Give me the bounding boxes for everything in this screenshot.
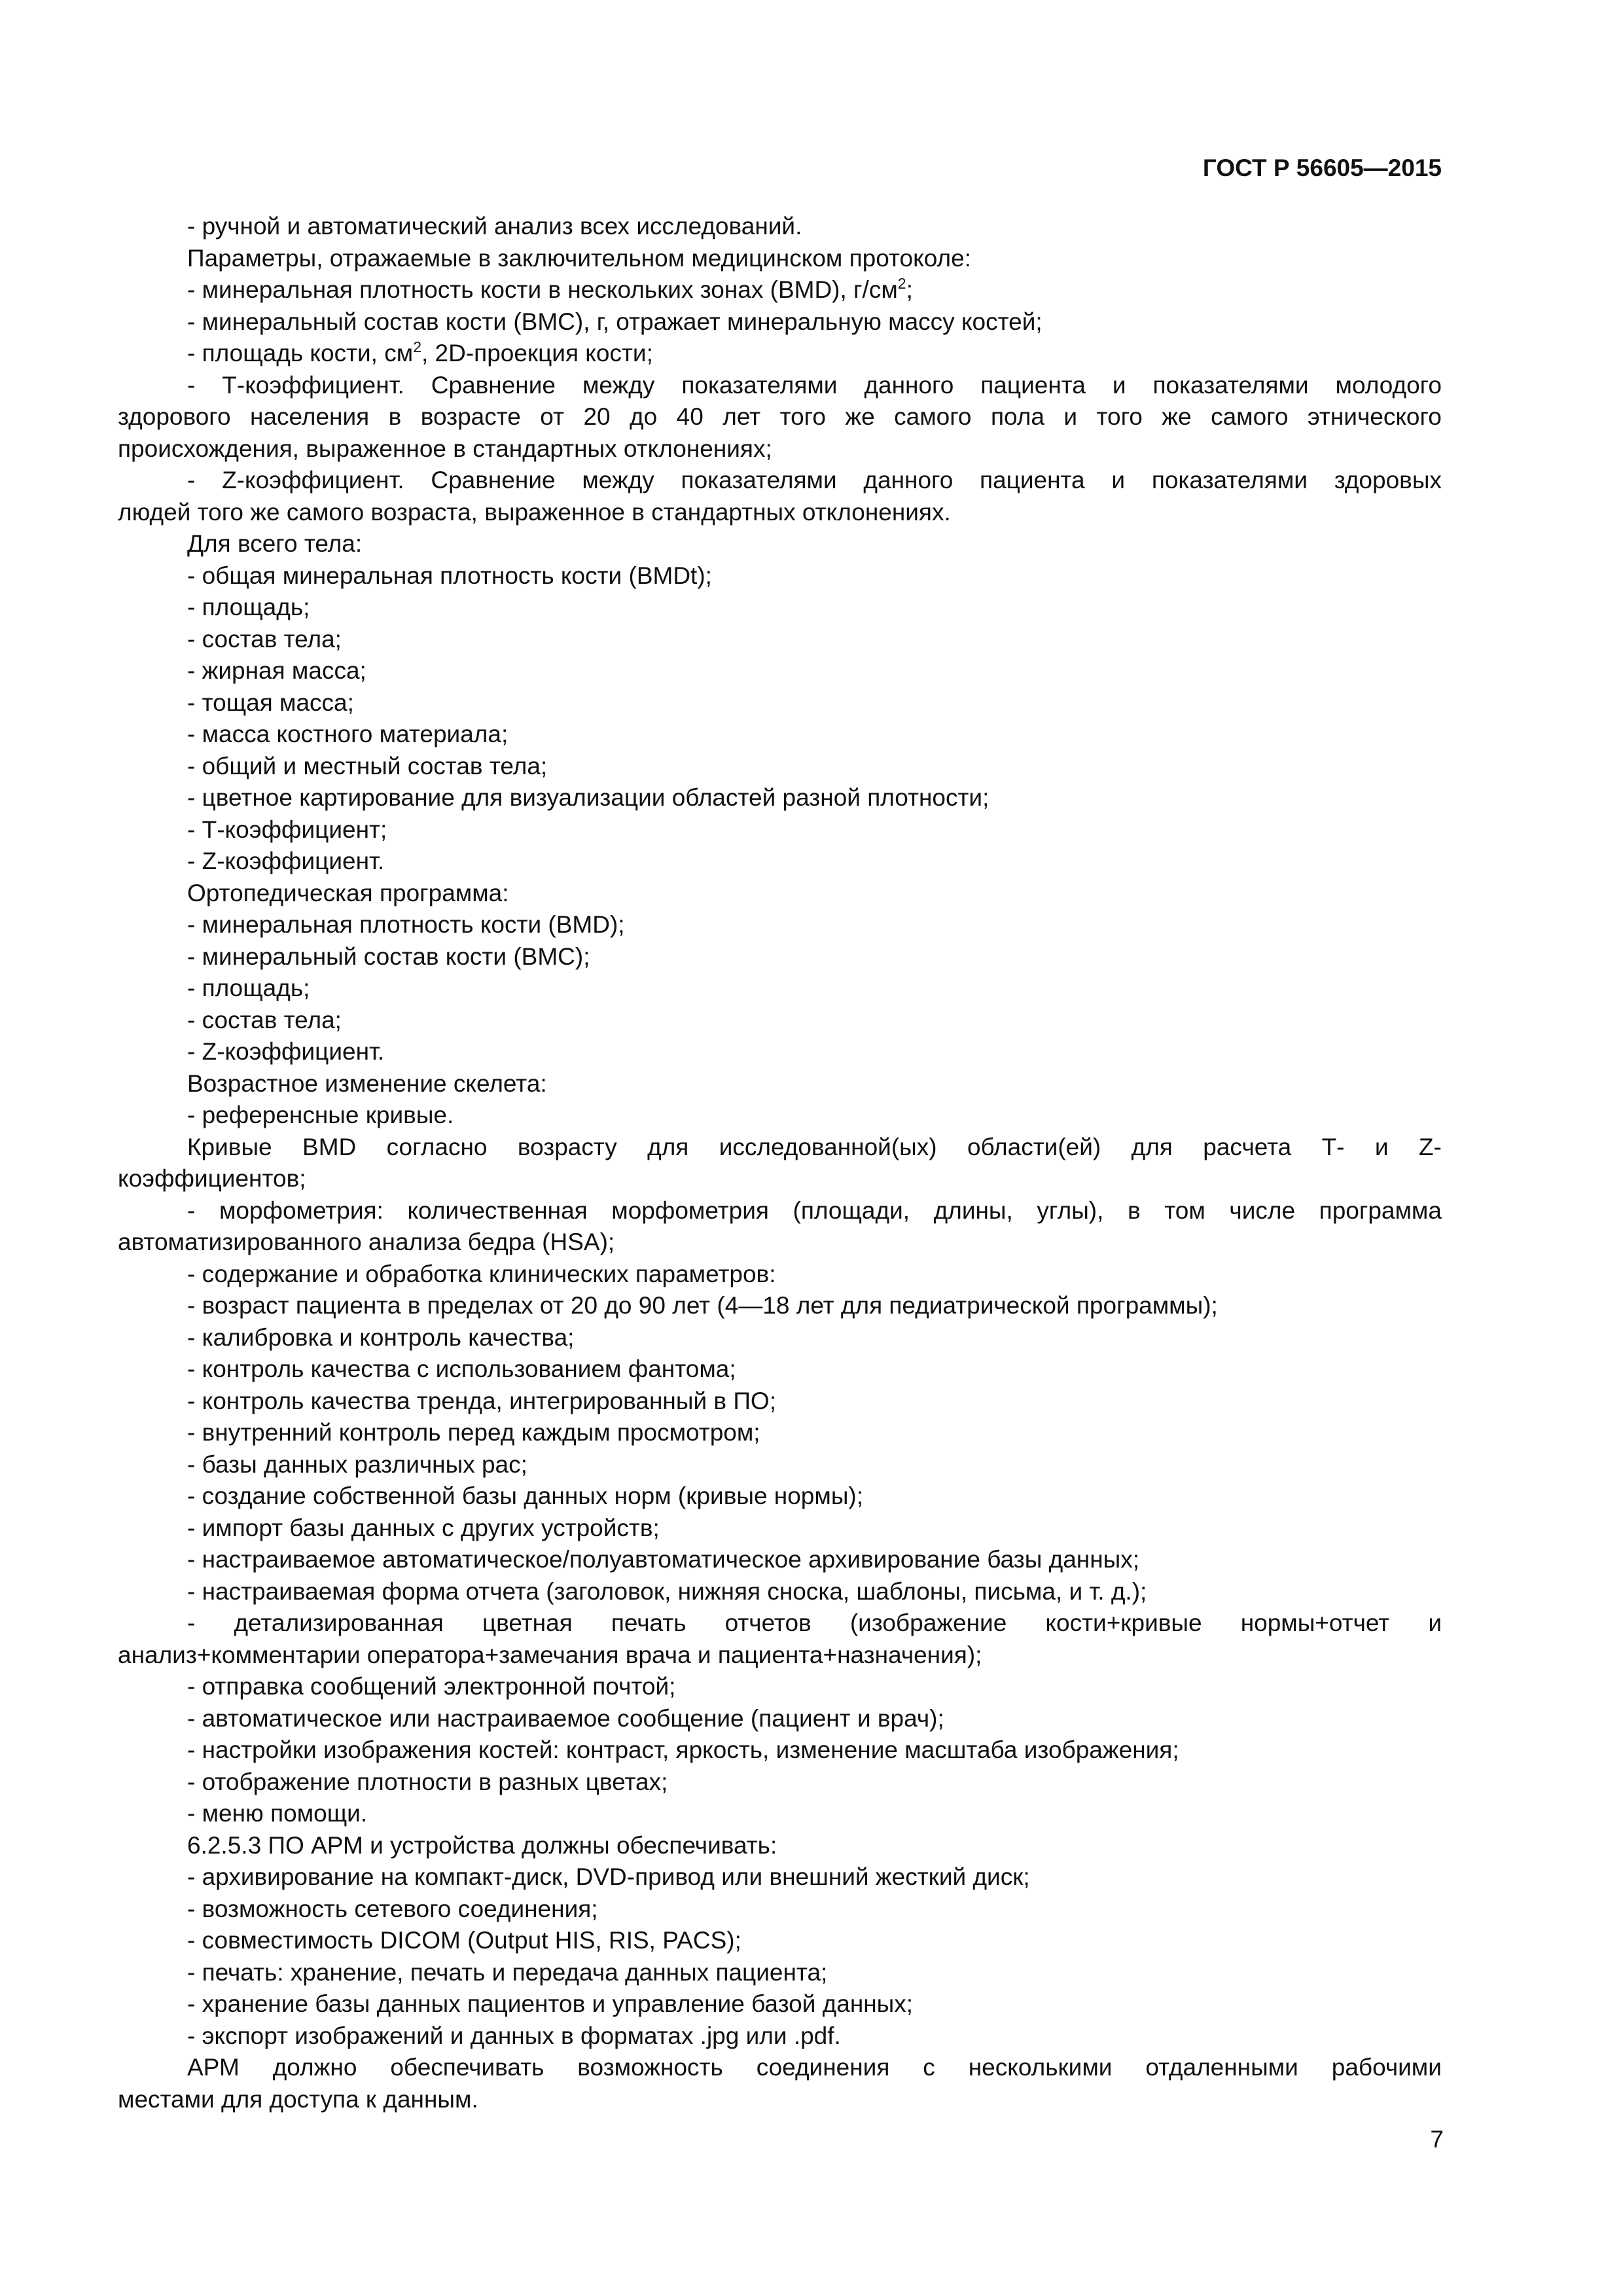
text-line: - совместимость DICOM (Output HIS, RIS, PACS); (187, 1927, 741, 1954)
text-line: - настройки изображения костей: контраст, яркость, изменение масштаба изображения; (187, 1736, 1179, 1763)
text-line: коэффициентов; (118, 1165, 306, 1192)
text-line: - хранение базы данных пациентов и управление базой данных; (187, 1990, 914, 2017)
text-line: - тощая масса; (187, 689, 354, 716)
text-line: - общая минеральная плотность кости (BMDt); (187, 562, 712, 589)
text-line: - площадь кости, $см^2$, 2D-проекция кости; (187, 338, 653, 367)
text-line: Для всего тела: (187, 530, 363, 557)
text-line: - контроль качества тренда, интегрированный в ПО; (187, 1387, 776, 1414)
text-line: здорового населения в возрасте от 20 до 40 лет того же самого пола и того же самого этнического (118, 403, 1442, 430)
text-line: - возраст пациента в пределах от 20 до 90 лет (4—18 лет для педиатрической программы); (187, 1292, 1218, 1319)
text-line: - базы данных различных рас; (187, 1450, 527, 1478)
text-line: - отображение плотности в разных цветах; (187, 1768, 668, 1795)
text-line: Параметры, отражаемые в заключительном медицинском протоколе: (187, 244, 971, 272)
text-line: - экспорт изображений и данных в форматах .jpg или .pdf. (187, 2022, 841, 2049)
text-line: - печать: хранение, печать и передача данных пациента; (187, 1958, 828, 1986)
text-line: - архивирование на компакт-диск, DVD-привод или внешний жесткий диск; (187, 1863, 1030, 1890)
text-line: - импорт базы данных с других устройств; (187, 1514, 660, 1541)
text-line: - цветное картирование для визуализации областей разной плотности; (187, 784, 990, 811)
text-line: автоматизированного анализа бедра (HSA); (118, 1229, 615, 1255)
text-line: - создание собственной базы данных норм (кривые нормы); (187, 1482, 864, 1509)
text-line: - настраиваемое автоматическое/полуавтоматическое архивирование базы данных; (187, 1546, 1140, 1573)
text-line: - жирная масса; (187, 657, 366, 684)
text-line: - отправка сообщений электронной почтой; (187, 1673, 676, 1700)
text-line: анализ+комментарии оператора+замечания врача и пациента+назначения); (118, 1641, 982, 1668)
text-line: - минеральная плотность кости в нескольких зонах (BMD), $г/см^2$; (187, 275, 913, 303)
text-line: местами для доступа к данным. (118, 2085, 478, 2113)
text-line: происхождения, выраженное в стандартных отклонениях; (118, 435, 772, 462)
text-line: - Т-коэффициент; (187, 816, 387, 843)
text-line: Ортопедическая программа: (187, 879, 509, 906)
text-line: - калибровка и контроль качества; (187, 1323, 575, 1351)
document-header: ГОСТ Р 56605—2015 (1202, 154, 1442, 181)
text-line: - возможность сетевого соединения; (187, 1895, 598, 1922)
text-line: - площадь; (187, 594, 310, 620)
text-line: - Т-коэффициент. Сравнение между показателями данного пациента и показателями молодого (187, 371, 1442, 399)
text-line: - детализированная цветная печать отчетов (изображение кости+кривые нормы+отчет и (187, 1609, 1442, 1636)
text-line: - референсные кривые. (187, 1102, 454, 1128)
text-line: АРМ должно обеспечивать возможность соединения с несколькими отдаленными рабочими (187, 2054, 1442, 2081)
text-line: - автоматическое или настраиваемое сообщение (пациент и врач); (187, 1704, 944, 1732)
text-line: - масса костного материала; (187, 721, 508, 747)
text-line: - внутренний контроль перед каждым просмотром; (187, 1419, 760, 1446)
text-line: - ручной и автоматический анализ всех исследований. (187, 213, 802, 240)
text-line: 6.2.5.3 ПО АРМ и устройства должны обеспечивать: (187, 1831, 777, 1859)
text-line: - площадь; (187, 975, 310, 1001)
text-line: - состав тела; (187, 625, 342, 653)
text-line: - Z-коэффициент. Сравнение между показателями данного пациента и показателями здоровых (187, 467, 1442, 493)
text-line: - состав тела; (187, 1006, 342, 1033)
text-line: - контроль качества с использованием фантома; (187, 1355, 736, 1382)
text-line: - Z-коэффициент. (187, 848, 385, 874)
text-line: - меню помощи. (187, 1800, 368, 1827)
text-line: - общий и местный состав тела; (187, 752, 548, 780)
text-line: - содержание и обработка клинических параметров: (187, 1260, 776, 1287)
text-line: Возрастное изменение скелета: (187, 1069, 547, 1097)
page-number: 7 (1430, 2126, 1444, 2153)
text-line: - минеральный состав кости (BMC); (187, 942, 590, 970)
text-line: Кривые BMD согласно возрасту для исследованной(ых) области(ей) для расчета Т- и Z- (187, 1133, 1442, 1160)
text-line: - настраиваемая форма отчета (заголовок, нижняя сноска, шаблоны, письма, и т. д.); (187, 1577, 1147, 1605)
document-body (118, 211, 1442, 2115)
text-line: - Z-коэффициент. (187, 1038, 385, 1065)
text-line: людей того же самого возраста, выраженное в стандартных отклонениях. (118, 498, 951, 526)
text-line: - минеральный состав кости (BMC), г, отражает минеральную массу костей; (187, 308, 1043, 335)
text-line: - минеральная плотность кости (BMD); (187, 911, 625, 938)
text-line: - морфометрия: количественная морфометрия (площади, длины, углы), в том числе программа (187, 1196, 1442, 1224)
